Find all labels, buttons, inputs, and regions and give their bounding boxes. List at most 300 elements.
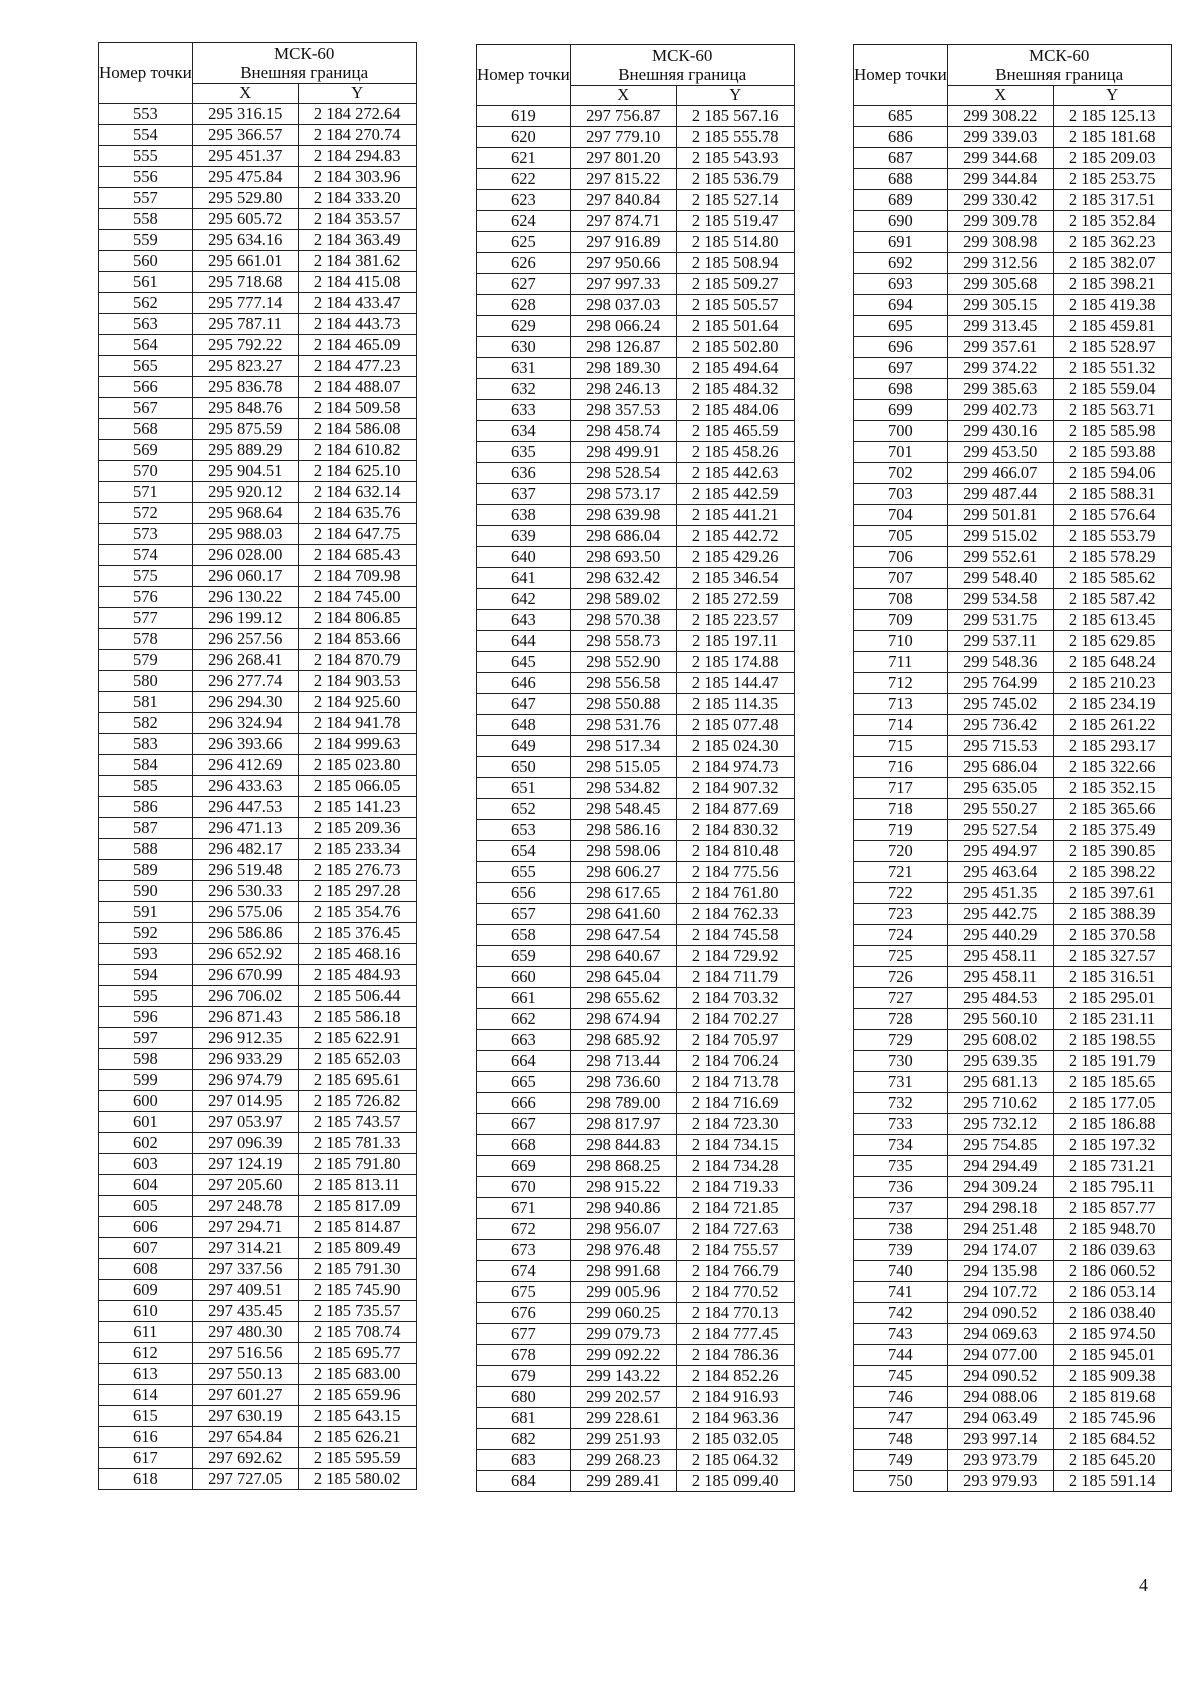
x-coordinate-cell: 298 357.53 [570,400,676,421]
y-coordinate-cell: 2 184 745.58 [676,925,794,946]
table-row [477,736,795,757]
table-row [477,652,795,673]
table-row [854,1219,1172,1240]
point-number-cell: 612 [99,1343,193,1364]
x-coordinate-cell: 294 298.18 [947,1198,1053,1219]
x-coordinate-cell: 297 409.51 [192,1280,298,1301]
table-row [477,568,795,589]
x-coordinate-cell: 297 601.27 [192,1385,298,1406]
table-row [854,400,1172,421]
table-row [854,883,1172,904]
table-row [99,146,417,167]
table-row [477,211,795,232]
y-coordinate-cell: 2 185 735.57 [298,1301,416,1322]
table-row [99,986,417,1007]
table-row [477,1387,795,1408]
table-row [854,211,1172,232]
x-coordinate-cell: 295 560.10 [947,1009,1053,1030]
x-coordinate-cell: 297 480.30 [192,1322,298,1343]
point-number-cell: 635 [477,442,571,463]
point-number-cell: 636 [477,463,571,484]
x-coordinate-cell: 299 202.57 [570,1387,676,1408]
x-coordinate-cell: 299 515.02 [947,526,1053,547]
table-row [854,673,1172,694]
point-number-cell: 601 [99,1112,193,1133]
y-coordinate-cell: 2 185 745.96 [1053,1408,1171,1429]
point-number-cell: 731 [854,1072,948,1093]
x-coordinate-cell: 295 718.68 [192,272,298,293]
point-number-cell: 596 [99,1007,193,1028]
x-coordinate-cell: 299 313.45 [947,316,1053,337]
point-number-cell: 563 [99,314,193,335]
x-coordinate-cell: 298 548.45 [570,799,676,820]
y-coordinate-cell: 2 185 322.66 [1053,757,1171,778]
point-number-cell: 572 [99,503,193,524]
x-coordinate-cell: 295 463.64 [947,862,1053,883]
point-number-cell: 561 [99,272,193,293]
table-row [854,1177,1172,1198]
x-coordinate-cell: 294 174.07 [947,1240,1053,1261]
x-coordinate-cell: 297 435.45 [192,1301,298,1322]
point-number-cell: 593 [99,944,193,965]
y-coordinate-cell: 2 185 629.85 [1053,631,1171,652]
point-number-cell: 645 [477,652,571,673]
point-number-cell: 739 [854,1240,948,1261]
table-row [99,1385,417,1406]
x-coordinate-cell: 298 126.87 [570,337,676,358]
point-number-cell: 617 [99,1448,193,1469]
point-number-cell: 693 [854,274,948,295]
x-coordinate-cell: 294 069.63 [947,1324,1053,1345]
y-coordinate-cell: 2 184 734.15 [676,1135,794,1156]
point-number-cell: 692 [854,253,948,274]
x-coordinate-cell: 295 316.15 [192,104,298,125]
x-coordinate-cell: 298 655.62 [570,988,676,1009]
x-coordinate-cell: 294 088.06 [947,1387,1053,1408]
x-coordinate-cell: 296 028.00 [192,545,298,566]
point-number-cell: 615 [99,1406,193,1427]
point-number-cell: 714 [854,715,948,736]
y-coordinate-cell: 2 185 813.11 [298,1175,416,1196]
x-coordinate-cell: 298 528.54 [570,463,676,484]
y-coordinate-cell: 2 185 174.88 [676,652,794,673]
table-row [854,1471,1172,1492]
x-coordinate-cell: 295 605.72 [192,209,298,230]
x-coordinate-cell: 297 337.56 [192,1259,298,1280]
x-coordinate-cell: 295 494.97 [947,841,1053,862]
table-row [99,335,417,356]
table-row [99,1154,417,1175]
point-number-cell: 646 [477,673,571,694]
y-coordinate-cell: 2 184 766.79 [676,1261,794,1282]
table-row [477,421,795,442]
point-number-cell: 588 [99,839,193,860]
y-coordinate-cell: 2 185 536.79 [676,169,794,190]
point-number-cell: 659 [477,946,571,967]
table-row [99,419,417,440]
point-number-cell: 713 [854,694,948,715]
table-row [477,757,795,778]
x-coordinate-cell: 299 548.36 [947,652,1053,673]
y-coordinate-cell: 2 185 684.52 [1053,1429,1171,1450]
table-row [99,1448,417,1469]
table-row [99,818,417,839]
y-coordinate-cell: 2 184 877.69 [676,799,794,820]
x-coordinate-cell: 294 251.48 [947,1219,1053,1240]
x-coordinate-cell: 299 374.22 [947,358,1053,379]
table-row [854,1051,1172,1072]
point-number-cell: 647 [477,694,571,715]
table-row [854,1009,1172,1030]
point-number-cell: 651 [477,778,571,799]
x-coordinate-cell: 294 107.72 [947,1282,1053,1303]
x-coordinate-cell: 295 889.29 [192,440,298,461]
coordinates-table-3 [853,44,1172,1492]
x-coordinate-cell: 295 366.57 [192,125,298,146]
y-coordinate-cell: 2 184 586.08 [298,419,416,440]
table-row [99,650,417,671]
table-row [477,1429,795,1450]
y-coordinate-cell: 2 185 585.62 [1053,568,1171,589]
x-coordinate-cell: 298 686.04 [570,526,676,547]
y-coordinate-cell: 2 184 734.28 [676,1156,794,1177]
point-number-cell: 732 [854,1093,948,1114]
x-coordinate-cell: 297 997.33 [570,274,676,295]
y-coordinate-cell: 2 185 595.59 [298,1448,416,1469]
x-coordinate-cell: 294 090.52 [947,1366,1053,1387]
point-number-cell: 577 [99,608,193,629]
y-coordinate-cell: 2 184 853.66 [298,629,416,650]
point-number-cell: 590 [99,881,193,902]
y-coordinate-cell: 2 185 272.59 [676,589,794,610]
y-coordinate-cell: 2 185 066.05 [298,776,416,797]
table-row [99,776,417,797]
y-coordinate-cell: 2 184 477.23 [298,356,416,377]
y-coordinate-cell: 2 185 791.30 [298,1259,416,1280]
y-coordinate-cell: 2 185 909.38 [1053,1366,1171,1387]
y-coordinate-cell: 2 185 745.90 [298,1280,416,1301]
table-row [477,799,795,820]
y-coordinate-cell: 2 185 576.64 [1053,505,1171,526]
point-number-cell: 722 [854,883,948,904]
x-coordinate-cell: 297 248.78 [192,1196,298,1217]
y-column-header: Y [676,86,794,106]
y-coordinate-cell: 2 185 388.39 [1053,904,1171,925]
table-row [99,125,417,146]
point-number-cell: 643 [477,610,571,631]
table-row [854,253,1172,274]
table-row [854,988,1172,1009]
table-row [99,734,417,755]
point-number-cell: 706 [854,547,948,568]
table-row [477,232,795,253]
x-coordinate-cell: 296 530.33 [192,881,298,902]
point-number-cell: 681 [477,1408,571,1429]
point-number-cell: 734 [854,1135,948,1156]
table-row [99,230,417,251]
point-number-cell: 727 [854,988,948,1009]
table-row [854,337,1172,358]
point-number-cell: 737 [854,1198,948,1219]
table-row [99,1217,417,1238]
boundary-name: Внешняя граница [240,63,369,82]
table-row [854,127,1172,148]
point-number-cell: 628 [477,295,571,316]
x-coordinate-cell: 295 484.53 [947,988,1053,1009]
table-row [99,1196,417,1217]
x-coordinate-cell: 299 305.68 [947,274,1053,295]
x-coordinate-cell: 299 487.44 [947,484,1053,505]
x-coordinate-cell: 298 066.24 [570,316,676,337]
point-number-cell: 676 [477,1303,571,1324]
point-number-cell: 554 [99,125,193,146]
table-row [99,1343,417,1364]
x-coordinate-cell: 296 933.29 [192,1049,298,1070]
table-row [854,463,1172,484]
y-coordinate-cell: 2 185 398.21 [1053,274,1171,295]
x-coordinate-cell: 298 550.88 [570,694,676,715]
table-row [99,1049,417,1070]
x-coordinate-cell: 299 339.03 [947,127,1053,148]
point-number-cell: 558 [99,209,193,230]
table-row [477,1156,795,1177]
point-number-cell: 718 [854,799,948,820]
table-row [854,1114,1172,1135]
point-number-cell: 609 [99,1280,193,1301]
y-coordinate-cell: 2 185 231.11 [1053,1009,1171,1030]
point-number-cell: 598 [99,1049,193,1070]
y-coordinate-cell: 2 185 099.40 [676,1471,794,1492]
y-coordinate-cell: 2 185 743.57 [298,1112,416,1133]
x-coordinate-cell: 298 713.44 [570,1051,676,1072]
table-row [99,860,417,881]
table-row [854,715,1172,736]
y-coordinate-cell: 2 185 501.64 [676,316,794,337]
point-number-cell: 613 [99,1364,193,1385]
x-coordinate-cell: 298 534.82 [570,778,676,799]
point-number-cell: 555 [99,146,193,167]
point-number-cell: 664 [477,1051,571,1072]
table-row [477,694,795,715]
table-row [854,358,1172,379]
y-coordinate-cell: 2 184 786.36 [676,1345,794,1366]
x-coordinate-cell: 296 670.99 [192,965,298,986]
coordinate-system-header [192,43,416,84]
y-coordinate-cell: 2 185 197.11 [676,631,794,652]
y-coordinate-cell: 2 184 353.57 [298,209,416,230]
x-coordinate-cell: 295 732.12 [947,1114,1053,1135]
x-coordinate-cell: 299 312.56 [947,253,1053,274]
y-coordinate-cell: 2 185 376.45 [298,923,416,944]
point-number-cell: 566 [99,377,193,398]
point-number-cell: 621 [477,148,571,169]
y-coordinate-cell: 2 185 514.80 [676,232,794,253]
x-column-header: X [947,86,1053,106]
point-number-cell: 729 [854,1030,948,1051]
y-coordinate-cell: 2 185 398.22 [1053,862,1171,883]
table-row [854,547,1172,568]
y-coordinate-cell: 2 184 702.27 [676,1009,794,1030]
point-number-cell: 655 [477,862,571,883]
point-number-cell: 701 [854,442,948,463]
x-coordinate-cell: 296 575.06 [192,902,298,923]
point-number-cell: 661 [477,988,571,1009]
coordinate-system-header [947,45,1171,86]
point-number-cell: 650 [477,757,571,778]
y-coordinate-cell: 2 185 505.57 [676,295,794,316]
y-coordinate-cell: 2 185 253.75 [1053,169,1171,190]
point-number-cell: 611 [99,1322,193,1343]
y-coordinate-cell: 2 186 053.14 [1053,1282,1171,1303]
y-coordinate-cell: 2 184 713.78 [676,1072,794,1093]
y-coordinate-cell: 2 184 711.79 [676,967,794,988]
x-coordinate-cell: 297 756.87 [570,106,676,127]
y-coordinate-cell: 2 185 362.23 [1053,232,1171,253]
table-row [477,442,795,463]
table-row [99,608,417,629]
point-number-cell: 721 [854,862,948,883]
table-row [477,253,795,274]
x-coordinate-cell: 296 412.69 [192,755,298,776]
x-coordinate-cell: 296 277.74 [192,671,298,692]
y-coordinate-cell: 2 184 830.32 [676,820,794,841]
x-coordinate-cell: 298 956.07 [570,1219,676,1240]
x-coordinate-cell: 298 674.94 [570,1009,676,1030]
x-coordinate-cell: 294 135.98 [947,1261,1053,1282]
table-row [477,1471,795,1492]
x-coordinate-cell: 295 875.59 [192,419,298,440]
point-number-cell: 667 [477,1114,571,1135]
x-coordinate-cell: 295 920.12 [192,482,298,503]
y-coordinate-cell: 2 184 777.45 [676,1324,794,1345]
point-number-cell: 620 [477,127,571,148]
table-row [477,169,795,190]
x-coordinate-cell: 296 257.56 [192,629,298,650]
table-row [854,862,1172,883]
x-coordinate-cell: 299 548.40 [947,568,1053,589]
point-number-cell: 583 [99,734,193,755]
x-coordinate-cell: 298 246.13 [570,379,676,400]
table-row [854,904,1172,925]
y-coordinate-cell: 2 185 297.28 [298,881,416,902]
coordinate-system-header [570,45,794,86]
point-number-cell: 622 [477,169,571,190]
x-coordinate-cell: 295 736.42 [947,715,1053,736]
x-coordinate-cell: 297 654.84 [192,1427,298,1448]
table-row [99,755,417,776]
x-coordinate-cell: 297 550.13 [192,1364,298,1385]
x-coordinate-cell: 293 979.93 [947,1471,1053,1492]
table-row [477,1030,795,1051]
table-row [477,148,795,169]
table-row [99,944,417,965]
table-row [854,148,1172,169]
table-row [854,967,1172,988]
table-row [854,442,1172,463]
y-coordinate-cell: 2 185 233.34 [298,839,416,860]
y-column-header: Y [298,84,416,104]
table-row [99,1028,417,1049]
table-row [99,251,417,272]
table-row [477,337,795,358]
x-coordinate-cell: 295 681.13 [947,1072,1053,1093]
table-row [99,167,417,188]
y-coordinate-cell: 2 185 484.93 [298,965,416,986]
x-coordinate-cell: 294 077.00 [947,1345,1053,1366]
x-coordinate-cell: 295 527.54 [947,820,1053,841]
point-number-cell: 584 [99,755,193,776]
point-number-cell: 677 [477,1324,571,1345]
y-coordinate-cell: 2 184 770.13 [676,1303,794,1324]
y-coordinate-cell: 2 185 587.42 [1053,589,1171,610]
x-coordinate-cell: 295 550.27 [947,799,1053,820]
point-number-cell: 663 [477,1030,571,1051]
table-row [99,1007,417,1028]
x-coordinate-cell: 299 453.50 [947,442,1053,463]
x-coordinate-cell: 298 976.48 [570,1240,676,1261]
x-coordinate-cell: 298 640.67 [570,946,676,967]
x-coordinate-cell: 296 199.12 [192,608,298,629]
point-number-cell: 631 [477,358,571,379]
point-number-cell: 553 [99,104,193,125]
table-row [477,484,795,505]
table-row [477,547,795,568]
y-coordinate-cell: 2 185 390.85 [1053,841,1171,862]
y-coordinate-cell: 2 185 346.54 [676,568,794,589]
point-number-cell: 571 [99,482,193,503]
point-number-cell: 630 [477,337,571,358]
point-number-cell: 703 [854,484,948,505]
y-coordinate-cell: 2 185 186.88 [1053,1114,1171,1135]
table-row [854,841,1172,862]
x-coordinate-cell: 298 589.02 [570,589,676,610]
table-row [477,1051,795,1072]
y-coordinate-cell: 2 185 613.45 [1053,610,1171,631]
point-number-cell: 649 [477,736,571,757]
boundary-name: Внешняя граница [995,65,1124,84]
table-row [477,820,795,841]
point-number-cell: 610 [99,1301,193,1322]
x-coordinate-cell: 298 515.05 [570,757,676,778]
table-row [477,946,795,967]
y-coordinate-cell: 2 185 578.29 [1053,547,1171,568]
y-coordinate-cell: 2 185 945.01 [1053,1345,1171,1366]
point-number-cell: 575 [99,566,193,587]
y-coordinate-cell: 2 185 508.94 [676,253,794,274]
x-coordinate-cell: 297 874.71 [570,211,676,232]
table-row [477,1009,795,1030]
table-row [99,503,417,524]
y-coordinate-cell: 2 185 567.16 [676,106,794,127]
y-coordinate-cell: 2 185 276.73 [298,860,416,881]
table-row [477,904,795,925]
point-number-cell: 564 [99,335,193,356]
table-row [99,293,417,314]
y-coordinate-cell: 2 184 775.56 [676,862,794,883]
y-coordinate-cell: 2 185 465.59 [676,421,794,442]
table-row [854,631,1172,652]
point-number-cell: 640 [477,547,571,568]
point-number-cell: 637 [477,484,571,505]
point-number-cell: 699 [854,400,948,421]
boundary-name: Внешняя граница [618,65,747,84]
table-row [99,482,417,503]
table-row [854,1093,1172,1114]
point-number-cell: 578 [99,629,193,650]
y-coordinate-cell: 2 184 685.43 [298,545,416,566]
x-coordinate-cell: 298 570.38 [570,610,676,631]
x-coordinate-cell: 298 606.27 [570,862,676,883]
